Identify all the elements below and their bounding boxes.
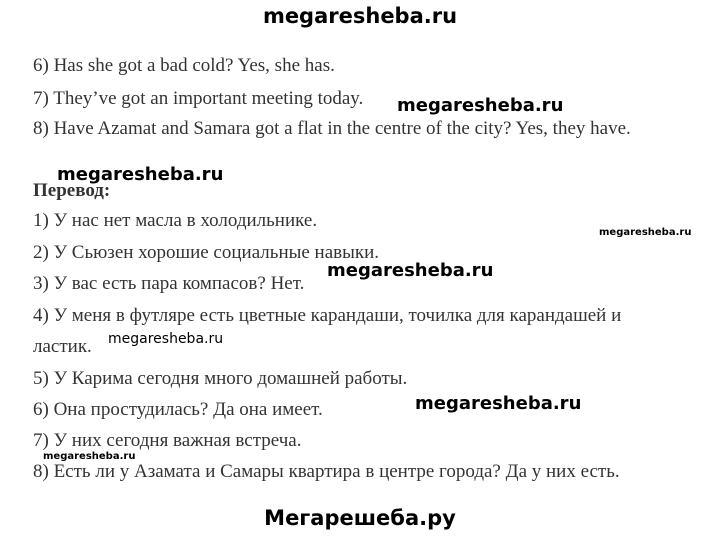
translation-line-5: 5) У Карима сегодня много домашней работы. [33, 368, 408, 389]
footer-title: Мегарешеба.ру [264, 506, 456, 530]
translation-line-6: 6) Она простудилась? Да она имеет. [33, 399, 323, 420]
translation-line-1: 1) У нас нет масла в холодильнике. [33, 210, 318, 231]
translation-line-4-continued: ластик. [33, 336, 92, 357]
watermark: megaresheba.ru [415, 393, 582, 414]
translation-line-7: 7) У них сегодня важная встреча. [33, 430, 302, 451]
watermark: megaresheba.ru [397, 95, 564, 116]
translation-line-2: 2) У Сьюзен хорошие социальные навыки. [33, 242, 380, 263]
site-title: megaresheba.ru [262, 4, 458, 28]
translation-line-4: 4) У меня в футляре есть цветные карандаши, точилка для карандашей и [33, 305, 622, 326]
watermark: megaresheba.ru [43, 451, 136, 462]
translation-heading: Перевод: [33, 180, 111, 201]
answer-line-6: 6) Has she got a bad cold? Yes, she has. [33, 55, 335, 76]
translation-line-3: 3) У вас есть пара компасов? Нет. [33, 273, 305, 294]
watermark: megaresheba.ru [57, 164, 224, 185]
watermark: megaresheba.ru [108, 331, 224, 347]
translation-line-8: 8) Есть ли у Азамата и Самары квартира в центре города? Да у них есть. [33, 461, 620, 482]
watermark: megaresheba.ru [599, 227, 692, 238]
answer-line-7: 7) They’ve got an important meeting today. [33, 88, 364, 109]
watermark: megaresheba.ru [327, 260, 494, 281]
answer-line-8: 8) Have Azamat and Samara got a flat in the centre of the city? Yes, they have. [33, 118, 631, 139]
